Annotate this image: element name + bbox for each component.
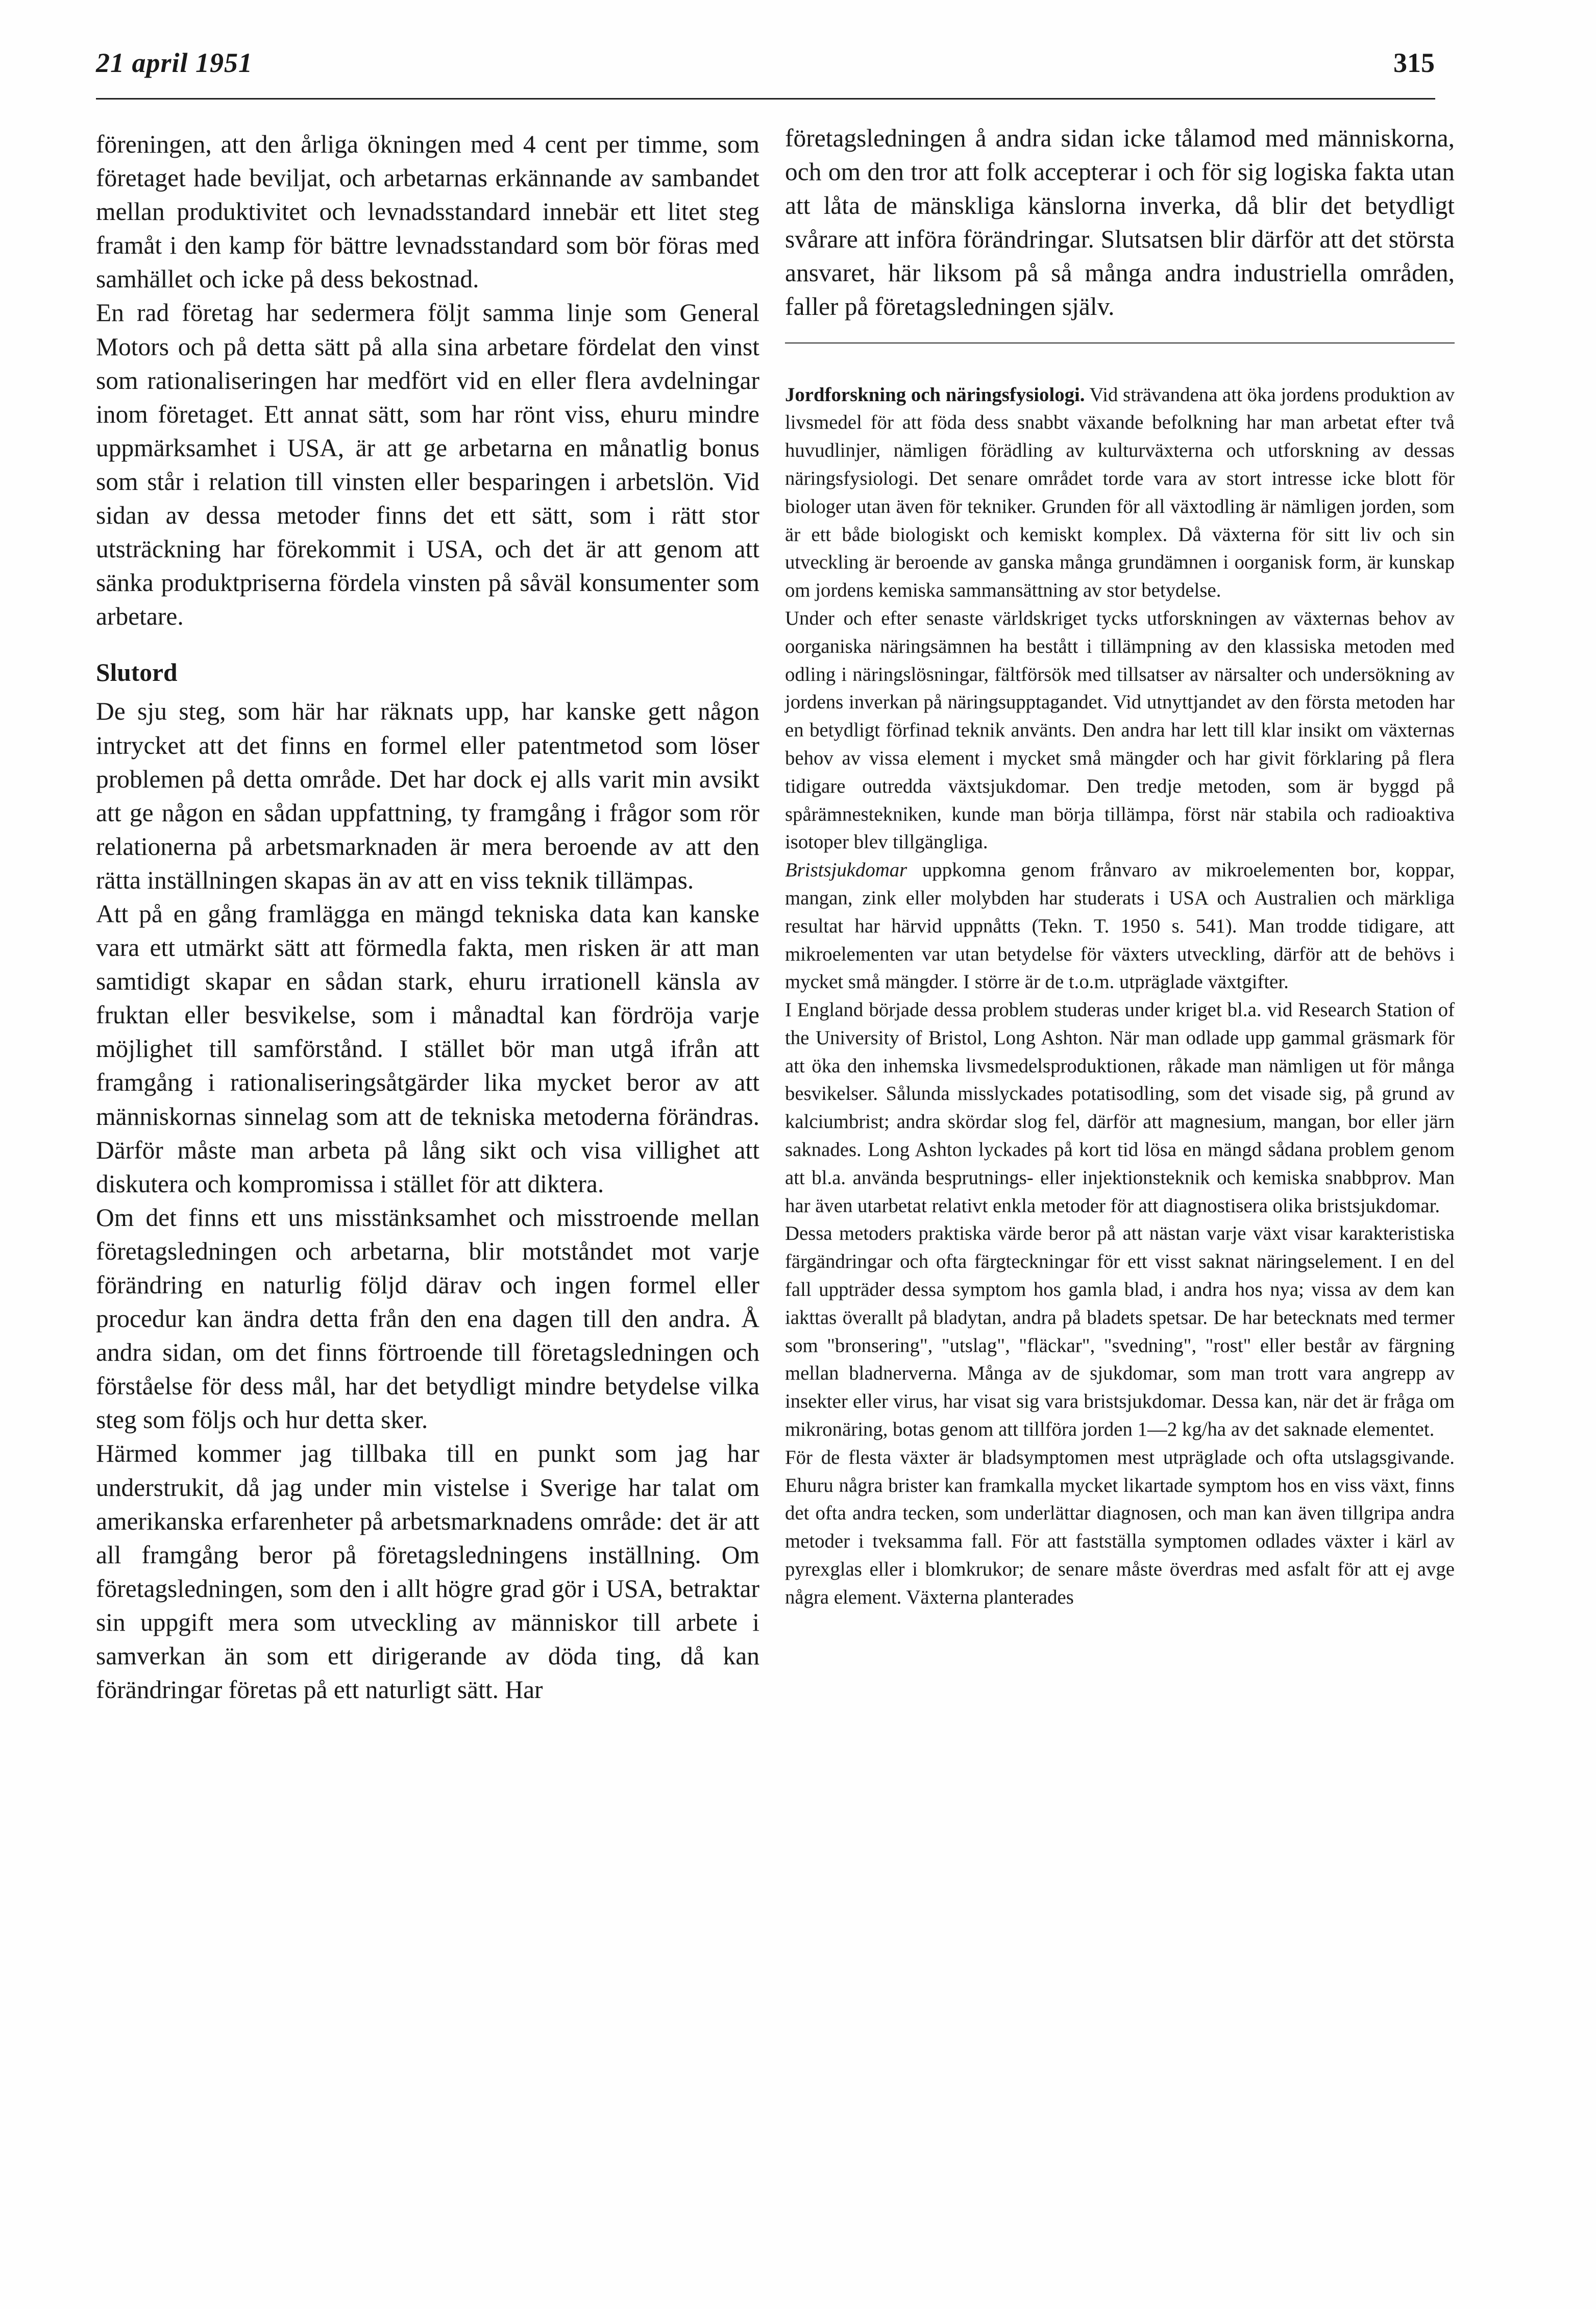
- news-paragraph-1: [785, 381, 1455, 605]
- bristsjukdomar-term: Bristsjukdomar: [785, 859, 907, 881]
- left-paragraph-4: Att på en gång framlägga en mängd tekniska data kan kanske vara ett utmärkt sätt att förmedla fakta, men risken är att man samtidigt skapar en sådan stark, ehuru irrationell känsla av fruktan eller besvikelse, som i månadtal kan fördröja varje möjlighet till samförstånd. I stället bör man utgå ifrån att framgång i rationaliseringsåtgärder lika mycket beror av att människornas sinnelag som att de tekniska metoderna förändras. Därför måste man arbeta på lång sikt och visa villighet att diskutera och kompromissa i stället för att diktera.: [96, 899, 759, 1198]
- news-item: [785, 381, 1455, 1612]
- news-paragraph-5: Dessa metoders praktiska värde beror på att nästan varje växt visar karakteristiska färgändringar och ofta färgteckningar för ett visst saknat näringselement. I en del fall uppträder dessa symptom hos gamla blad, i andra hos nya; vissa av dem kan iakttas överallt på bladytan, andra på bladets spetsar. De har betecknats med termer som "bronsering", "utslag", "fläckar", "svedning", "rost" eller består av färgning mellan bladnerverna. Många av de sjukdomar, som man trott vara angrepp av insekter eller virus, har visat sig vara bristsjukdomar. Dessa kan, när det är fråga om mikronäring, botas genom att tillföra jorden 1—2 kg/ha av det saknade elementet.: [785, 1222, 1455, 1441]
- left-paragraph-3: De sju steg, som här har räknats upp, har kanske gett någon intrycket att det finns en formel eller patentmetod som löser problemen på detta område. Det har dock ej alls varit min avsikt att ge någon en sådan uppfattning, ty framgång i frågor som rör relationerna på arbetsmarknaden är mera beroende av att den rätta inställningen skapas än av att en viss teknik tillämpas.: [96, 697, 759, 894]
- news-heading: Jordforskning och näringsfysiologi.: [785, 383, 1085, 406]
- left-paragraph-6: Härmed kommer jag tillbaka till en punkt som jag har understrukit, då jag under min vistelse i Sverige har talat om amerikanska erfarenheter på arbetsmarknadens område: det är att all framgång beror på företagsledningens inställning. Om företagsledningen, som den i allt högre grad gör i USA, betraktar sin uppgift mera som utveckling av människor till arbete i samverkan än som ett dirigerande av döda ting, då kan förändringar företas på ett naturligt sätt. Har: [96, 1439, 759, 1704]
- section-heading-slutord: Slutord: [96, 658, 178, 687]
- news-paragraph-3: [785, 856, 1455, 996]
- header-date: 21 april 1951: [96, 47, 253, 78]
- right-continuation-paragraph: företagsledningen å andra sidan icke tålamod med människorna, och om den tror att folk accepterar i och för sig logiska fakta utan att låta de mänskliga känslorna inverka, då blir det betydligt svårare att införa förändringar. Slutsatsen blir därför att det största ansvaret, här liksom på så många andra industriella områden, faller på företagsledningen själv.: [785, 124, 1455, 321]
- news-first-text: Vid strävandena att öka jordens produktion av livsmedel för att föda dess snabbt växande befolkning har man arbetat efter två huvudlinjer, nämligen förädling av kulturväxterna och utforskning av dessas näringsfysiologi. Det senare området torde vara av stort intresse icke blott för biologer utan även för tekniker. Grunden för all växtodling är nämligen jorden, som är ett både biologiskt och kemiskt komplex. Då växterna för sitt liv och sin utveckling är beroende av ganska många grundämnen i oorganisk form, är kunskap om jordens kemiska sammansättning av stor betydelse.: [785, 383, 1455, 602]
- news-paragraph-4: I England började dessa problem studeras under kriget bl.a. vid Research Station of the University of Bristol, Long Ashton. När man odlade upp gammal gräsmark för att öka den inhemska livsmedelsproduktionen, råkade man nämligen ut för många besvikelser. Sålunda misslyckades potatisodling, som det visade sig, på grund av kalciumbrist; andra skördar slog fel, därför att magnesium, mangan, bor eller järn saknades. Long Ashton lyckades på kort tid lösa en mängd sådana problem genom att bl.a. använda besprutnings- eller injektionsteknik och kemiska snabbprov. Man har även utarbetat relativt enkla metoder för att diagnostisera olika bristsjukdomar.: [785, 999, 1455, 1217]
- page-number: 315: [1393, 47, 1435, 78]
- section-divider: [785, 342, 1455, 343]
- news-paragraph-6: För de flesta växter är bladsymptomen mest utpräglade och ofta utslagsgivande. Ehuru några brister kan framkalla mycket likartade symptom hos en viss växt, finns det ofta andra tecken, som underlättar diagnosen, och man kan även tillgripa andra metoder i tveksamma fall. För att fastställa symptomen odlades växter i kärl av pyrexglas eller i blomkrukor; de senare måste överdras med asfalt för att ej avge några element. Växterna planterades: [785, 1446, 1455, 1608]
- left-paragraph-1: föreningen, att den årliga ökningen med 4 cent per timme, som företaget hade beviljat, och arbetarnas erkännande av sambandet mellan produktivitet och levnadsstandard innebär ett litet steg framåt i den kamp för bättre levnadsstandard som bör föras med samhället och icke på dess bekostnad.: [96, 130, 759, 293]
- left-paragraph-5: Om det finns ett uns misstänksamhet och misstroende mellan företagsledningen och arbetarna, blir motståndet mot varje förändring en naturlig följd därav och ingen formel eller procedur kan ändra detta från den ena dagen till den andra. Å andra sidan, om det finns förtroende till företagsledningen och förståelse för dess mål, har det betydligt mindre betydelse vilka steg som följs och hur detta sker.: [96, 1203, 759, 1434]
- left-column: [96, 128, 759, 1707]
- header-rule: [96, 98, 1435, 100]
- left-paragraph-2: En rad företag har sedermera följt samma linje som General Motors och på detta sätt på alla sina arbetare fördelat den vinst som rationaliseringen har medfört vid en eller flera avdelningar inom företaget. Ett annat sätt, som har rönt viss, ehuru mindre uppmärksamhet i USA, är att ge arbetarna en månatlig bonus som står i relation till vinsten eller besparingen i arbetslön. Vid sidan av dessa metoder finns det ett sätt, som i rätt stor utsträckning har förekommit i USA, och det är att genom att sänka produktpriserna fördela vinsten på såväl konsumenter som arbetare.: [96, 299, 759, 631]
- news-paragraph-2: Under och efter senaste världskriget tycks utforskningen av växternas behov av oorganiska näringsämnen ha bestått i tillämpning av den klassiska metoden med odling i näringslösningar, fältförsök med tillsatser av närsalter och undersökning av jordens inverkan på näringsupptagandet. Vid utnyttjandet av den första metoden har en betydligt förfinad teknik använts. Den andra har lett till klar insikt om växternas behov av vissa element i mycket små mängder och har givit förklaring på flera tidigare outredda växtsjukdomar. Den tredje metoden, som är byggd på spårämnestekniken, kunde man börja tillämpa, först när stabila och radioaktiva isotoper blev tillgängliga.: [785, 607, 1455, 853]
- news-paragraph-3-text: uppkomna genom frånvaro av mikroelementen bor, koppar, mangan, zink eller molybden har studerats i USA och Australien och märkliga resultat har härvid uppnåtts (Tekn. T. 1950 s. 541). Man trodde tidigare, att mikroelementen var utan betydelse för växters utveckling, därför att de behövs i mycket små mängder. I större är de t.o.m. utpräglade växtgifter.: [785, 859, 1455, 993]
- right-column: [785, 121, 1455, 1612]
